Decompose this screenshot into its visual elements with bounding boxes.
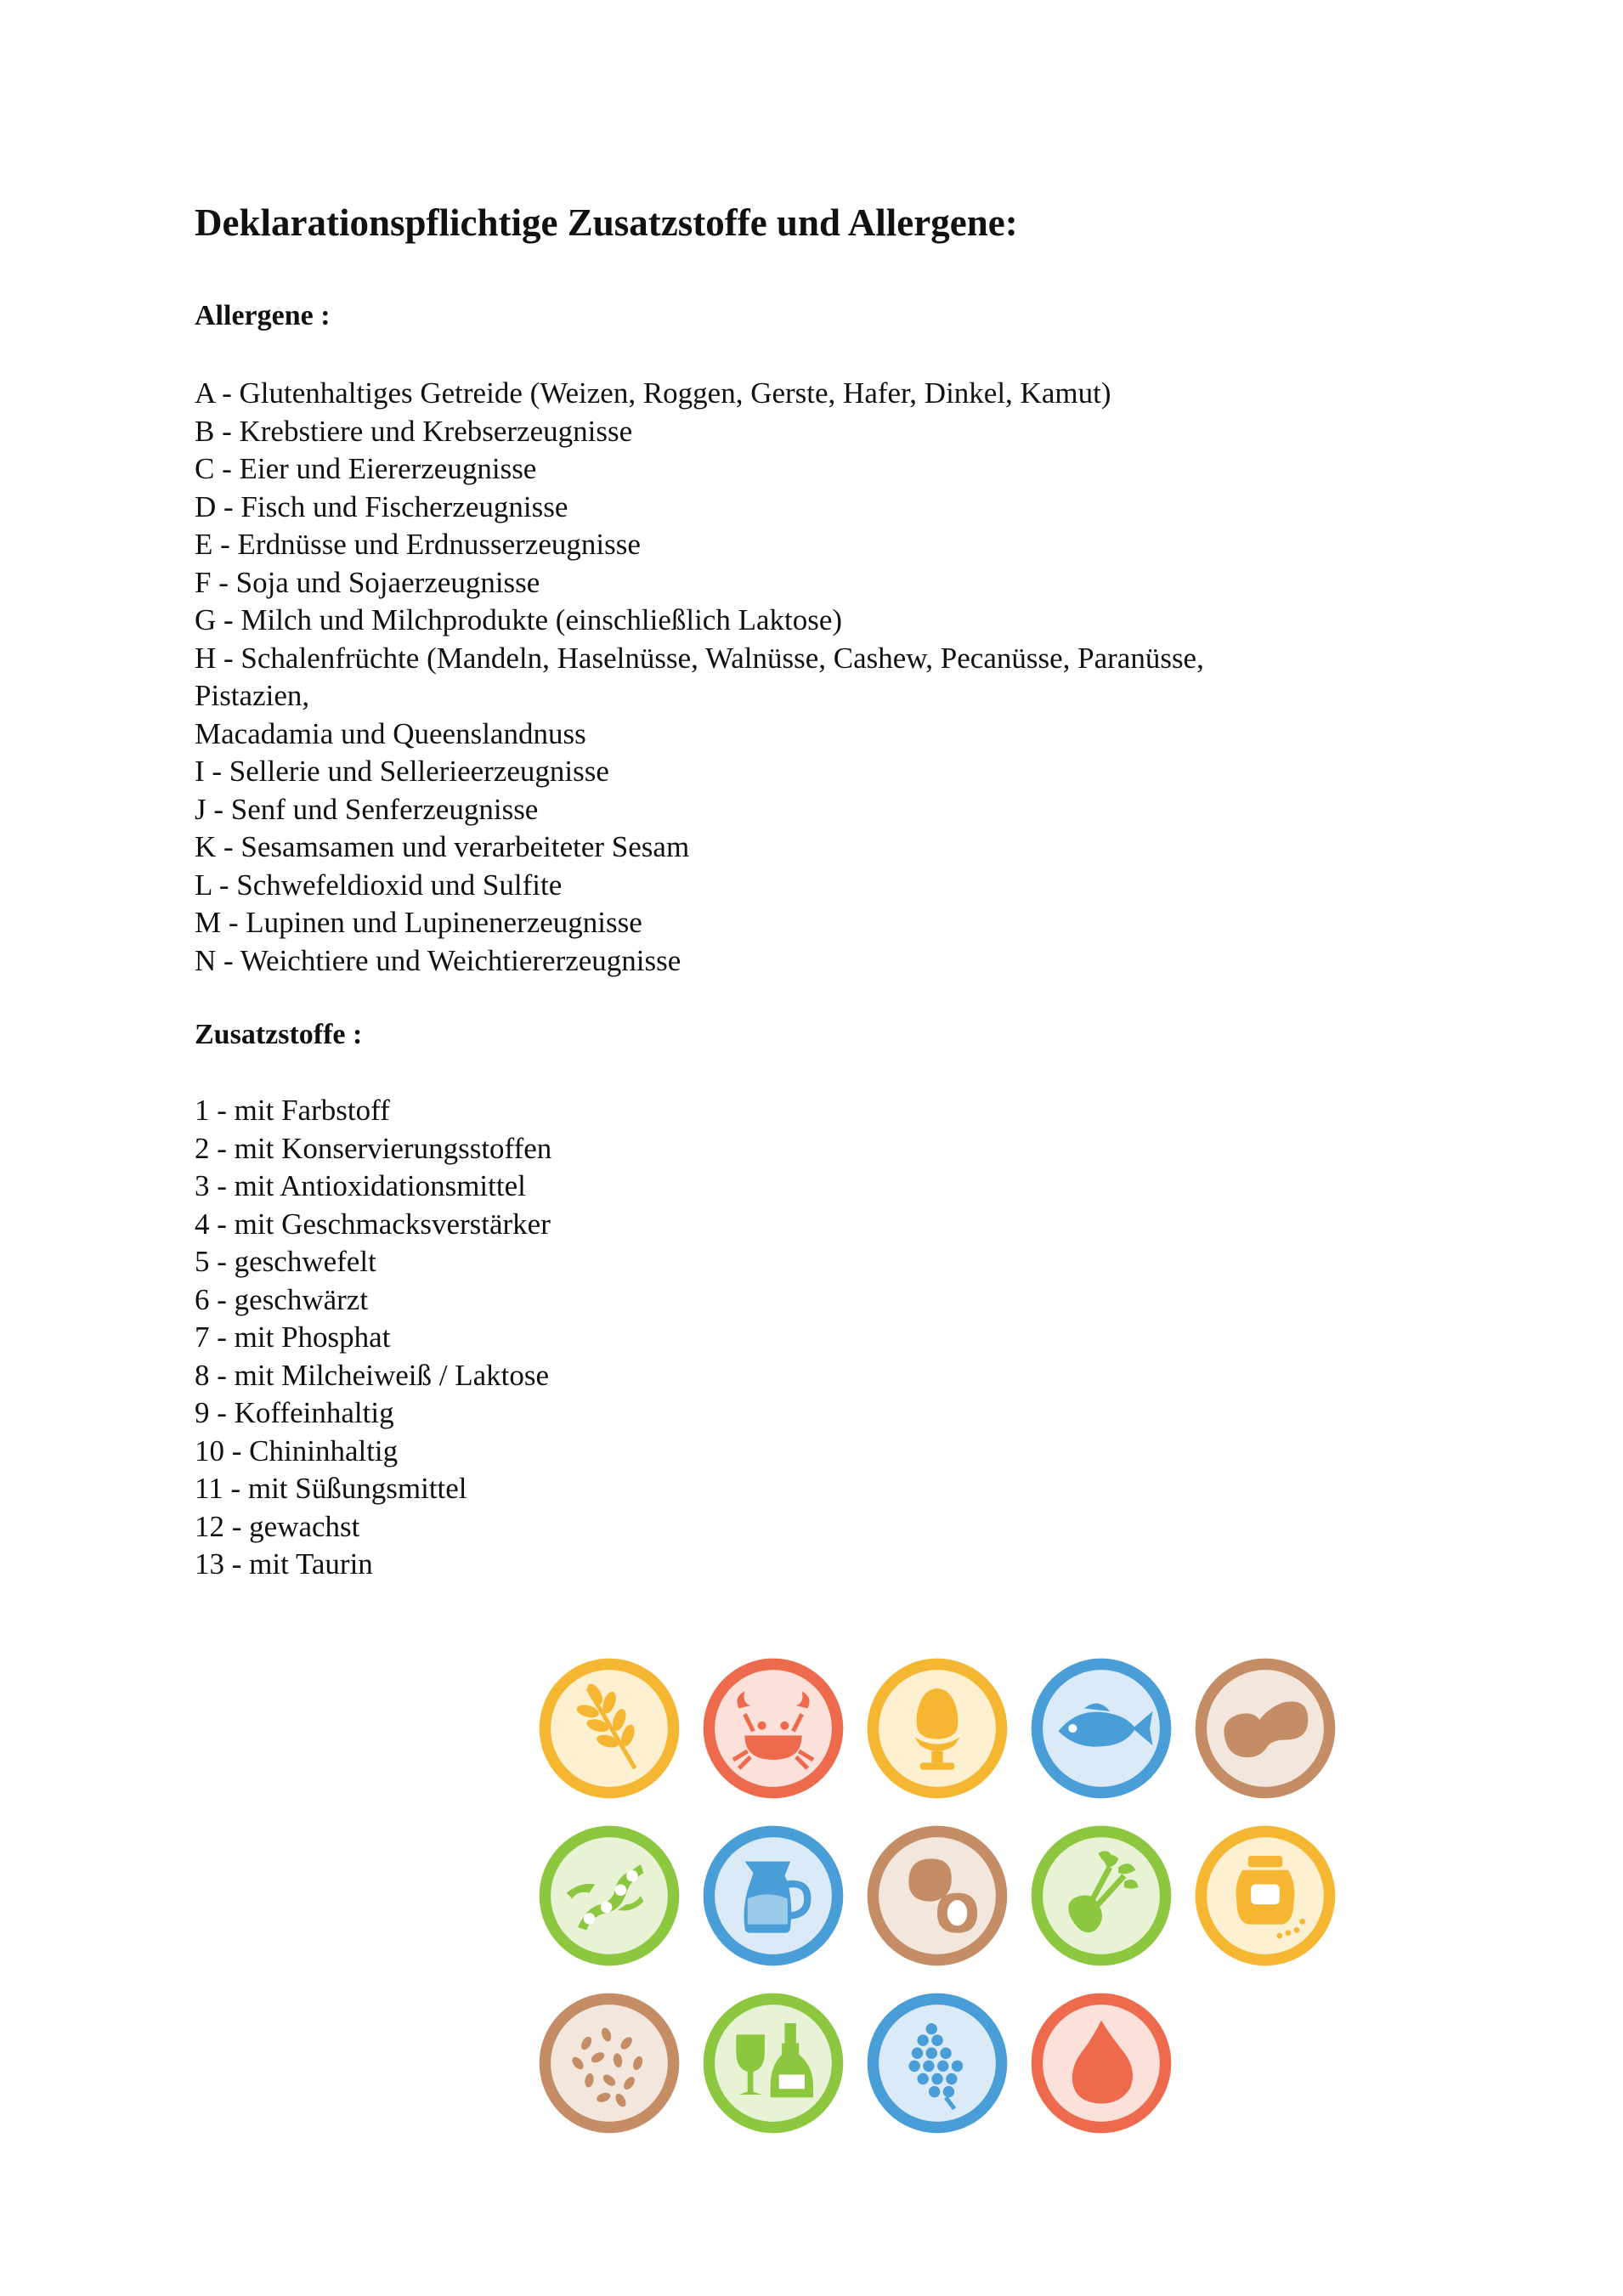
allergen-line: A - Glutenhaltiges Getreide (Weizen, Roggen, Gerste, Hafer, Dinkel, Kamut) bbox=[195, 376, 1111, 410]
allergen-line: Pistazien, bbox=[195, 679, 310, 712]
page-title: Deklarationspflichtige Zusatzstoffe und Allergene: bbox=[195, 201, 1018, 244]
crab-icon bbox=[702, 1657, 845, 1800]
additive-line: 9 - Koffeinhaltig bbox=[195, 1396, 394, 1429]
additive-line: 1 - mit Farbstoff bbox=[195, 1094, 390, 1127]
allergen-line: N - Weichtiere und Weichtiererzeugnisse bbox=[195, 943, 681, 977]
additive-line: 3 - mit Antioxidationsmittel bbox=[195, 1169, 526, 1202]
celery-icon bbox=[1030, 1824, 1173, 1967]
wine-bottle-icon bbox=[702, 1992, 845, 2135]
allergen-line: L - Schwefeldioxid und Sulfite bbox=[195, 868, 563, 902]
allergen-line: B - Krebstiere und Krebserzeugnisse bbox=[195, 414, 633, 448]
additives-list bbox=[195, 1092, 551, 1584]
allergens-heading: Allergene : bbox=[195, 300, 331, 331]
allergen-line: H - Schalenfrüchte (Mandeln, Haselnüsse, Walnüsse, Cashew, Pecanüsse, Paranüsse, bbox=[195, 641, 1204, 675]
hazelnut-icon bbox=[866, 1824, 1009, 1967]
allergen-line: D - Fisch und Fischerzeugnisse bbox=[195, 489, 568, 523]
additive-line: 11 - mit Süßungsmittel bbox=[195, 1472, 467, 1505]
wheat-icon bbox=[538, 1657, 681, 1800]
fish-icon bbox=[1030, 1657, 1173, 1800]
mustard-jar-icon bbox=[1194, 1824, 1337, 1967]
egg-icon bbox=[866, 1657, 1009, 1800]
allergen-line: K - Sesamsamen und verarbeiteter Sesam bbox=[195, 830, 690, 863]
allergen-line: G - Milch und Milchprodukte (einschließlich Laktose) bbox=[195, 603, 843, 636]
additive-line: 12 - gewachst bbox=[195, 1509, 360, 1543]
additive-line: 10 - Chininhaltig bbox=[195, 1434, 399, 1468]
allergens-list bbox=[195, 375, 1204, 980]
lupin-icon bbox=[866, 1992, 1009, 2135]
additive-line: 2 - mit Konservierungsstoffen bbox=[195, 1131, 552, 1165]
allergen-line: C - Eier und Eiererzeugnisse bbox=[195, 452, 537, 485]
allergen-line: E - Erdnüsse und Erdnusserzeugnisse bbox=[195, 528, 641, 561]
additive-line: 5 - geschwefelt bbox=[195, 1245, 376, 1278]
additives-heading: Zusatzstoffe : bbox=[195, 1019, 363, 1050]
peanut-icon bbox=[1194, 1657, 1337, 1800]
allergen-line: I - Sellerie und Sellerieerzeugnisse bbox=[195, 755, 609, 788]
milk-jug-icon bbox=[702, 1824, 845, 1967]
allergen-line: Macadamia und Queenslandnuss bbox=[195, 716, 586, 750]
allergen-line: J - Senf und Senferzeugnisse bbox=[195, 792, 539, 826]
additive-line: 13 - mit Taurin bbox=[195, 1547, 373, 1581]
additive-line: 6 - geschwärzt bbox=[195, 1282, 369, 1316]
additive-line: 4 - mit Geschmacksverstärker bbox=[195, 1207, 551, 1241]
additive-line: 8 - mit Milcheiweiß / Laktose bbox=[195, 1358, 549, 1392]
snail-shell-icon bbox=[1030, 1992, 1173, 2135]
soybean-icon bbox=[538, 1824, 681, 1967]
allergen-line: M - Lupinen und Lupinenerzeugnisse bbox=[195, 906, 642, 939]
sesame-icon bbox=[538, 1992, 681, 2135]
allergen-line: F - Soja und Sojaerzeugnisse bbox=[195, 565, 540, 599]
additive-line: 7 - mit Phosphat bbox=[195, 1320, 391, 1354]
